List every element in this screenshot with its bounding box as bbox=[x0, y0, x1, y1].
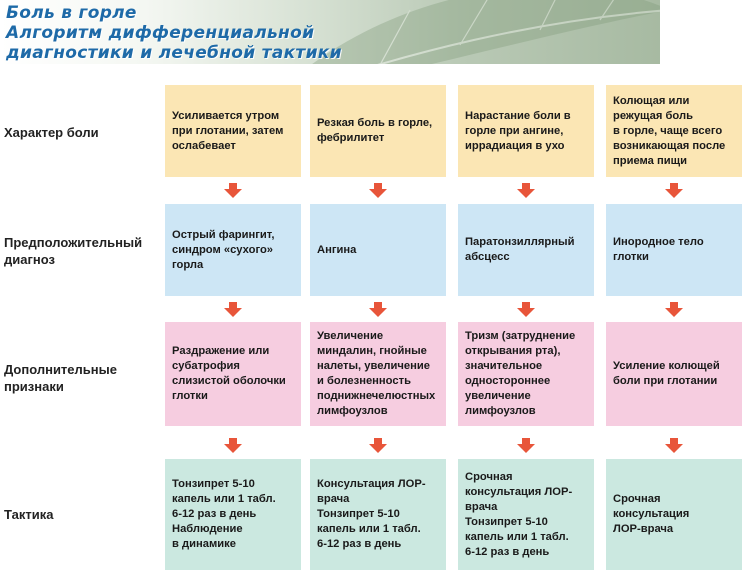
box-text: Тонзипрет 5-10 капель или 1 табл. 6-12 раз в день Наблюдение в динамике bbox=[172, 478, 276, 550]
down-arrow-icon bbox=[517, 302, 535, 317]
page-title bbox=[6, 3, 342, 63]
box-text: Усиливается утром при глотании, затем ослабевает bbox=[172, 109, 284, 152]
box-text: Нарастание боли в горле при ангине, иррадиация в ухо bbox=[465, 109, 571, 152]
row-label-tactics: Тактика bbox=[4, 507, 54, 522]
box-text: Инородное тело глотки bbox=[613, 236, 704, 263]
box-text: Ангина bbox=[317, 243, 357, 256]
diagnosis-box bbox=[310, 204, 446, 296]
title-line: Алгоритм дифференциальной bbox=[6, 23, 315, 43]
down-arrow-icon bbox=[665, 302, 683, 317]
box-text: Срочная консультация ЛОР-врача bbox=[613, 493, 690, 535]
diagnosis-box bbox=[458, 204, 594, 296]
row-label-additional-signs: Дополнительные признаки bbox=[4, 362, 117, 394]
title-line: диагностики и лечебной тактики bbox=[6, 43, 342, 63]
box-text: Консультация ЛОР- врача Тонзипрет 5-10 капель или 1 табл. 6-12 раз в день bbox=[317, 478, 426, 550]
header-banner bbox=[0, 0, 660, 64]
down-arrow-icon bbox=[224, 302, 242, 317]
box-text: Колющая или режущая боль в горле, чаще всего возникающая после приема пищи bbox=[613, 94, 726, 167]
signs-box bbox=[606, 322, 742, 426]
down-arrow-icon bbox=[369, 183, 387, 198]
down-arrow-icon bbox=[665, 183, 683, 198]
box-text: Увеличение миндалин, гнойные налеты, увеличение и болезненность поднижнечелюстных лимфоузлов bbox=[317, 330, 436, 417]
down-arrow-icon bbox=[517, 183, 535, 198]
tactics-box bbox=[606, 459, 742, 570]
down-arrow-icon bbox=[224, 183, 242, 198]
box-text: Усиление колющей боли при глотании bbox=[613, 360, 720, 387]
signs-box bbox=[165, 322, 301, 426]
down-arrow-icon bbox=[369, 438, 387, 453]
tactics-box bbox=[458, 459, 594, 570]
box-text: Паратонзиллярный абсцесс bbox=[465, 236, 575, 263]
tactics-box bbox=[165, 459, 301, 570]
box-text: Срочная консультация ЛОР- врача Тонзипрет 5-10 капель или 1 табл. 6-12 раз в день bbox=[465, 470, 573, 558]
diagnosis-box bbox=[165, 204, 301, 296]
box-text: Тризм (затруднение открывания рта), значительное одностороннее увеличение лимфоузлов bbox=[465, 330, 576, 417]
pain-box bbox=[458, 85, 594, 177]
pain-box bbox=[310, 85, 446, 177]
signs-box bbox=[458, 322, 594, 426]
pain-box bbox=[606, 85, 742, 177]
down-arrow-icon bbox=[369, 302, 387, 317]
row-label-pain-character: Характер боли bbox=[4, 125, 99, 140]
box-text: Резкая боль в горле, фебрилитет bbox=[317, 117, 433, 144]
down-arrow-icon bbox=[224, 438, 242, 453]
pain-box bbox=[165, 85, 301, 177]
signs-box bbox=[310, 322, 446, 426]
title-line: Боль в горле bbox=[6, 3, 137, 23]
down-arrow-icon bbox=[517, 438, 535, 453]
box-text: Острый фарингит, синдром «сухого» горла bbox=[172, 228, 275, 271]
box-text: Раздражение или субатрофия слизистой оболочки глотки bbox=[172, 345, 286, 402]
tactics-box bbox=[310, 459, 446, 570]
diagnosis-box bbox=[606, 204, 742, 296]
row-label-presumed-diagnosis: Предположительный диагноз bbox=[4, 235, 143, 267]
down-arrow-icon bbox=[665, 438, 683, 453]
